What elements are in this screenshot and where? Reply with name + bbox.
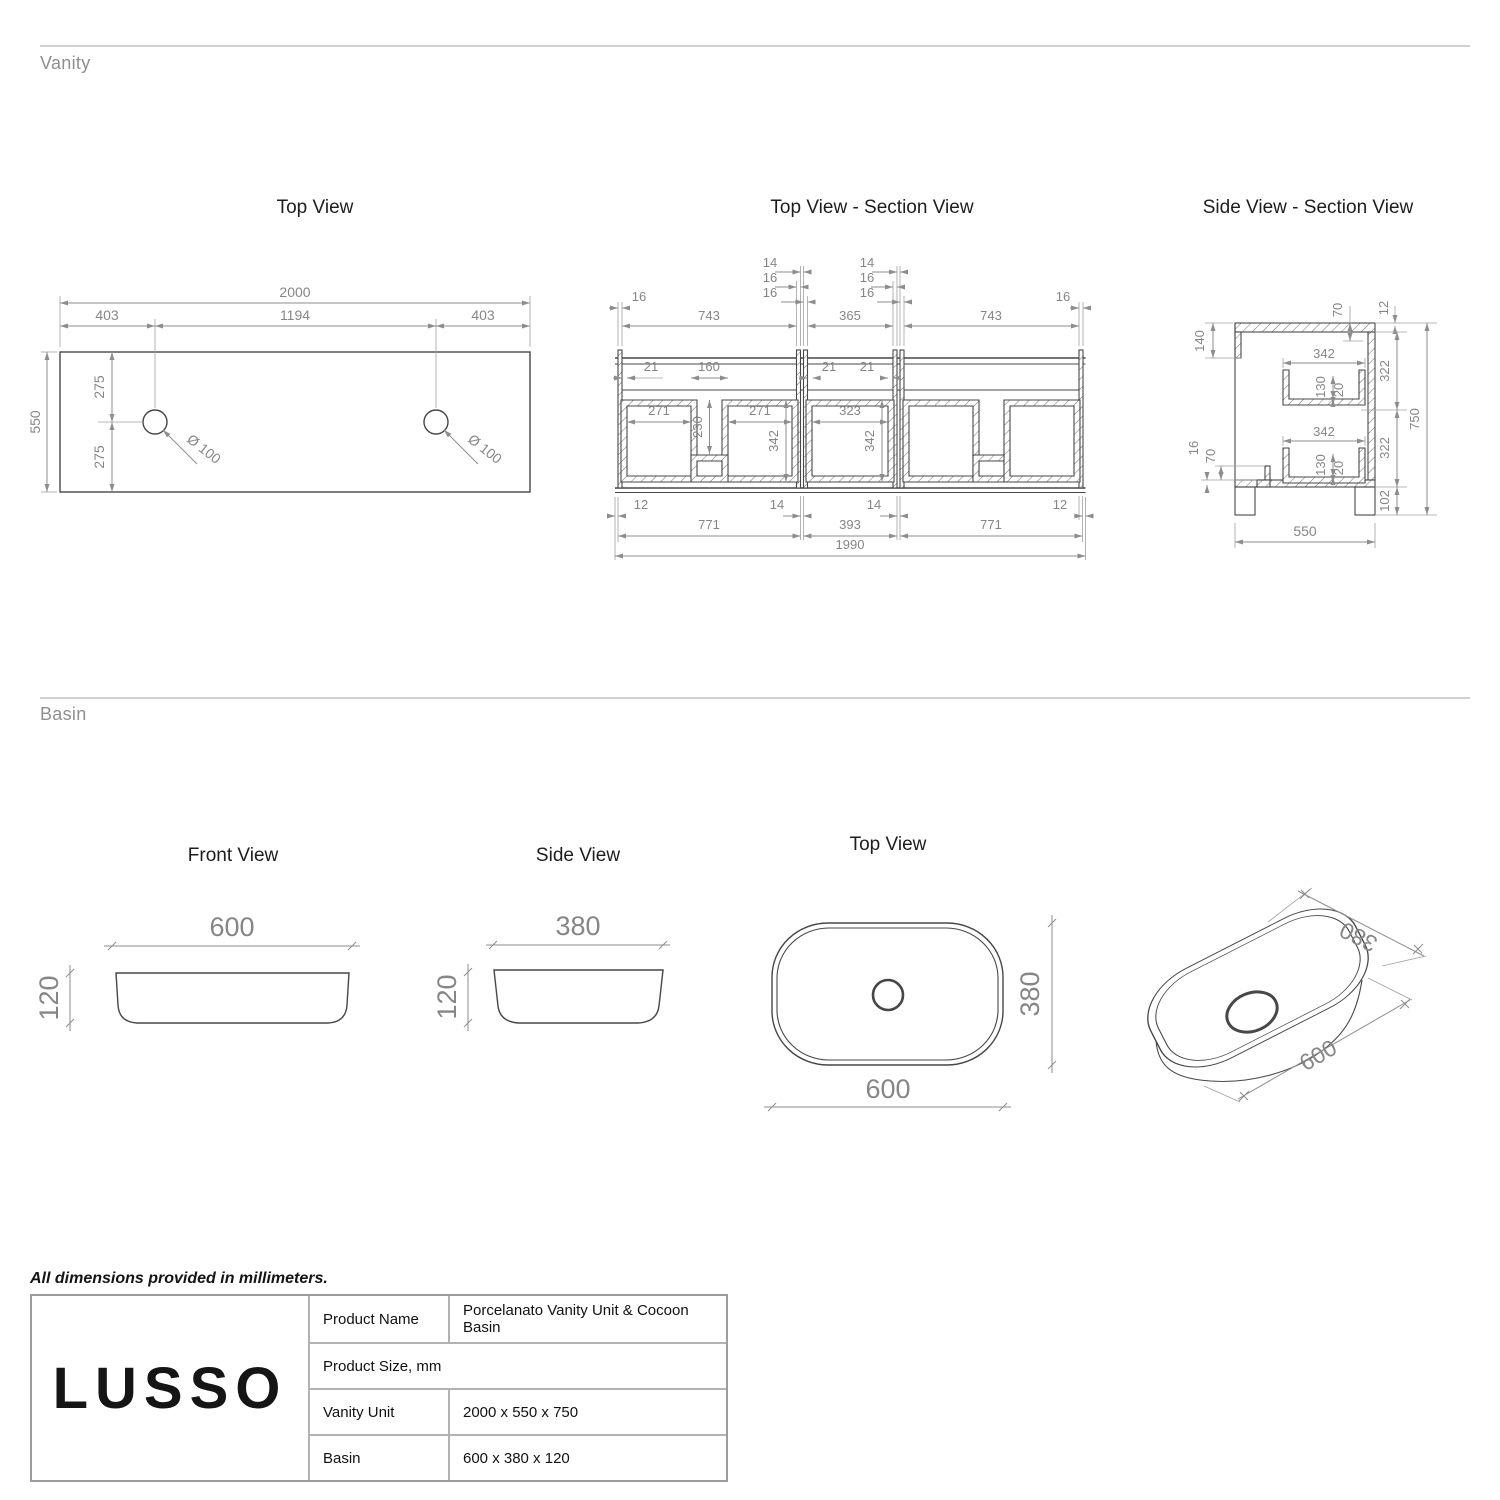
dim-label: 322 bbox=[1377, 437, 1392, 459]
brand-logo: LUSSO bbox=[52, 1355, 288, 1421]
dim-label: 14 bbox=[859, 255, 875, 270]
dim-label: 16 bbox=[859, 285, 875, 300]
dim-label: 342 bbox=[862, 430, 877, 452]
basin-front-profile bbox=[116, 973, 349, 1023]
dim-label: 380 bbox=[555, 911, 601, 941]
footnote: All dimensions provided in millimeters. bbox=[30, 1270, 328, 1287]
dim-label: Ø 100 bbox=[184, 430, 225, 467]
dimension-labels bbox=[27, 284, 505, 469]
dim-label: 771 bbox=[698, 517, 720, 532]
dim-label: 743 bbox=[698, 308, 720, 323]
title-basin-top-view: Top View bbox=[849, 834, 927, 855]
dim-label: 2000 bbox=[279, 284, 311, 300]
dim-label: 342 bbox=[1313, 346, 1335, 361]
channel-shelf bbox=[691, 455, 728, 482]
dim-label: 550 bbox=[27, 410, 43, 434]
dim-label: 21 bbox=[821, 359, 837, 374]
title-basin-side-view: Side View bbox=[535, 845, 621, 866]
dimension-labels bbox=[865, 971, 1045, 1104]
dim-label: 600 bbox=[1294, 1034, 1342, 1076]
dim-label: 322 bbox=[1377, 360, 1392, 382]
dimension-lines bbox=[464, 941, 670, 1031]
spec-value-product-name: Porcelanato Vanity Unit & Cocoon Basin bbox=[448, 1296, 726, 1342]
drawer-box bbox=[1004, 400, 1080, 482]
dim-label: 275 bbox=[91, 445, 107, 469]
dim-label: 140 bbox=[1192, 330, 1207, 352]
dim-label: 1194 bbox=[279, 307, 311, 323]
dim-label: 323 bbox=[839, 403, 861, 418]
dimension-labels bbox=[34, 912, 255, 1021]
dim-label: Ø 100 bbox=[465, 430, 506, 467]
dim-label: 160 bbox=[698, 359, 720, 374]
drain-hole bbox=[873, 980, 903, 1010]
dim-label: 771 bbox=[980, 517, 1002, 532]
dim-label: 365 bbox=[839, 308, 861, 323]
section-label-vanity: Vanity bbox=[40, 53, 91, 73]
logo-cell bbox=[32, 1296, 308, 1480]
dim-label: 403 bbox=[471, 307, 495, 323]
basin-top-outline bbox=[772, 923, 1003, 1065]
spec-value-basin: 600 x 380 x 120 bbox=[448, 1434, 726, 1480]
dim-label: 750 bbox=[1407, 408, 1422, 430]
dim-label: 16 bbox=[859, 270, 875, 285]
basin-side-profile bbox=[494, 970, 663, 1023]
dim-label: 16 bbox=[762, 270, 778, 285]
dim-label: 550 bbox=[1293, 523, 1317, 539]
dim-label: 70 bbox=[1203, 448, 1218, 464]
dim-label: 21 bbox=[859, 359, 875, 374]
title-vanity-top-section: Top View - Section View bbox=[770, 197, 974, 218]
dim-label: 403 bbox=[95, 307, 119, 323]
drawer-box bbox=[903, 400, 979, 482]
spec-label-vanity-unit: Vanity Unit bbox=[308, 1388, 448, 1434]
cabinet-structure bbox=[615, 350, 1086, 493]
dim-label: 342 bbox=[1313, 424, 1335, 439]
dim-label: 16 bbox=[631, 289, 647, 304]
dim-label: 130 bbox=[1313, 376, 1328, 398]
dim-label: 271 bbox=[648, 403, 670, 418]
vanity-top-view-drawing bbox=[27, 250, 590, 520]
dim-label: 102 bbox=[1377, 490, 1392, 512]
dim-label: 21 bbox=[643, 359, 659, 374]
dim-label: 275 bbox=[91, 375, 107, 399]
dim-label: 380 bbox=[1335, 916, 1382, 958]
dimension-labels bbox=[1186, 301, 1422, 539]
dim-label: 16 bbox=[1186, 440, 1201, 456]
cabinet-structure bbox=[1235, 323, 1375, 515]
dim-label: 380 bbox=[1015, 971, 1045, 1017]
dim-label: 70 bbox=[1330, 302, 1345, 318]
dim-label: 743 bbox=[980, 308, 1002, 323]
dim-label: 600 bbox=[209, 912, 255, 942]
dim-label: 120 bbox=[432, 974, 462, 1020]
dim-label: 14 bbox=[769, 497, 785, 512]
dim-label: 12 bbox=[1376, 300, 1391, 316]
dim-label: 16 bbox=[762, 285, 778, 300]
dim-label: 271 bbox=[749, 403, 771, 418]
dim-label: 230 bbox=[690, 416, 705, 438]
dim-label: 20 bbox=[1331, 382, 1346, 398]
basin-front-view-drawing bbox=[34, 880, 380, 1080]
vanity-top-section-drawing bbox=[605, 250, 1145, 570]
dim-label: 130 bbox=[1313, 454, 1328, 476]
spec-label-basin: Basin bbox=[308, 1434, 448, 1480]
spec-label-product-name: Product Name bbox=[308, 1296, 448, 1342]
basin-isometric-drawing bbox=[1100, 850, 1490, 1150]
dim-label: 14 bbox=[866, 497, 882, 512]
dim-label: 14 bbox=[762, 255, 778, 270]
title-basin-front-view: Front View bbox=[187, 845, 279, 866]
dim-label: 20 bbox=[1331, 460, 1346, 476]
spec-value-vanity-unit: 2000 x 550 x 750 bbox=[448, 1388, 726, 1434]
drain-hole bbox=[1221, 985, 1283, 1040]
basin-side-view-drawing bbox=[420, 880, 680, 1080]
spec-label-product-size: Product Size, mm bbox=[308, 1342, 726, 1388]
spec-table bbox=[30, 1294, 728, 1482]
basin-top-view-drawing bbox=[740, 820, 1080, 1130]
vanity-side-section-drawing bbox=[1185, 280, 1485, 580]
dim-label: 1990 bbox=[835, 537, 865, 552]
dim-label: 600 bbox=[865, 1074, 911, 1104]
title-vanity-top-view: Top View bbox=[276, 197, 354, 218]
dim-label: 342 bbox=[766, 430, 781, 452]
dim-label: 120 bbox=[34, 975, 64, 1021]
dim-label: 393 bbox=[839, 517, 861, 532]
title-vanity-side-section: Side View - Section View bbox=[1202, 197, 1414, 218]
dim-label: 12 bbox=[633, 497, 649, 512]
dimension-labels bbox=[432, 911, 601, 1020]
divider-line-basin bbox=[40, 697, 1470, 699]
dim-label: 16 bbox=[1055, 289, 1071, 304]
divider-line-top bbox=[40, 45, 1470, 47]
section-label-basin: Basin bbox=[40, 704, 87, 724]
dimension-lines bbox=[41, 296, 530, 492]
dimension-lines bbox=[66, 942, 360, 1031]
dim-label: 12 bbox=[1052, 497, 1068, 512]
